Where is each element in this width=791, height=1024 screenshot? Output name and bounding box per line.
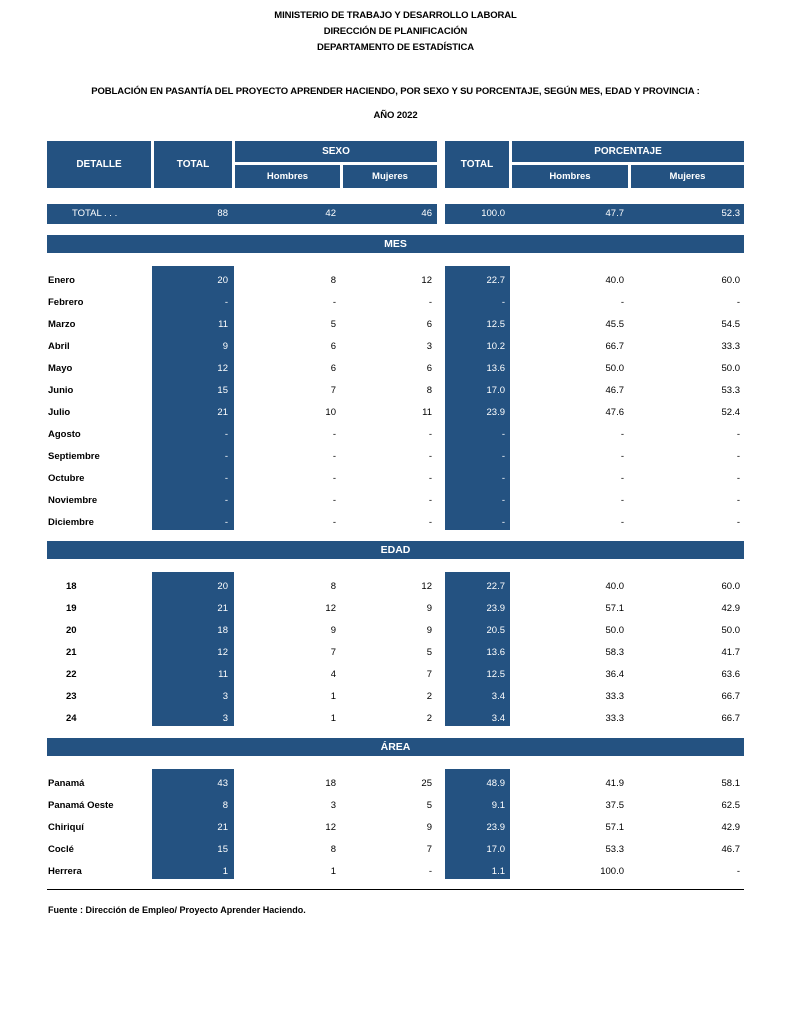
cell-total: 11: [218, 669, 228, 680]
row-label: Agosto: [48, 429, 81, 440]
cell-pct-mujeres: 41.7: [721, 647, 740, 658]
row-label: Coclé: [48, 844, 74, 855]
cell-mujeres: 3: [426, 341, 432, 352]
section-band-edad: EDAD: [47, 541, 744, 559]
cell-pct-hombres: 57.1: [605, 822, 624, 833]
cell-hombres: 7: [330, 385, 336, 396]
cell-total: 43: [217, 778, 228, 789]
cell-pct-total: 17.0: [486, 385, 505, 396]
table-row: [0, 708, 791, 730]
cell-pct-total: 3.4: [491, 691, 505, 702]
cell-hombres: -: [332, 451, 336, 462]
cell-hombres: 1: [330, 866, 336, 877]
cell-mujeres: 2: [426, 691, 432, 702]
cell-hombres: 4: [330, 669, 336, 680]
cell-hombres: 9: [330, 625, 336, 636]
cell-pct-hombres: 46.7: [605, 385, 624, 396]
cell-hombres: 3: [330, 800, 336, 811]
grand-total-mujeres: 46: [421, 208, 432, 219]
cell-total: 15: [217, 844, 228, 855]
cell-pct-total: 22.7: [486, 581, 505, 592]
col-header-detalle: DETALLE: [47, 141, 151, 188]
cell-total: 12: [217, 363, 228, 374]
cell-pct-mujeres: -: [736, 866, 740, 877]
table-row: [0, 446, 791, 468]
cell-pct-hombres: 37.5: [605, 800, 624, 811]
table-row: [0, 620, 791, 642]
cell-total: -: [224, 429, 228, 440]
cell-hombres: 6: [330, 363, 336, 374]
cell-pct-total: 10.2: [486, 341, 505, 352]
cell-hombres: 8: [330, 844, 336, 855]
row-label: Panamá: [48, 778, 85, 789]
table-bottom-rule: [47, 889, 744, 890]
col-header-mujeres: Mujeres: [343, 165, 437, 188]
section-band-mes: MES: [47, 235, 744, 253]
cell-pct-total: -: [501, 297, 505, 308]
row-label: 19: [66, 603, 77, 614]
cell-pct-hombres: 50.0: [605, 625, 624, 636]
table-row: [0, 642, 791, 664]
col-header-porcentaje: PORCENTAJE: [512, 141, 744, 162]
cell-pct-total: 1.1: [491, 866, 505, 877]
cell-mujeres: -: [428, 451, 432, 462]
cell-mujeres: 9: [426, 603, 432, 614]
cell-mujeres: 6: [426, 319, 432, 330]
cell-pct-mujeres: 63.6: [721, 669, 740, 680]
cell-hombres: -: [332, 495, 336, 506]
table-row: [0, 576, 791, 598]
cell-mujeres: -: [428, 517, 432, 528]
source-footnote: Fuente : Dirección de Empleo/ Proyecto Aprender Haciendo.: [48, 905, 306, 915]
cell-hombres: 5: [330, 319, 336, 330]
row-label: 21: [66, 647, 77, 658]
row-label: 20: [66, 625, 77, 636]
cell-pct-total: -: [501, 495, 505, 506]
cell-pct-mujeres: 60.0: [721, 581, 740, 592]
row-label: Abril: [48, 341, 70, 352]
table-row: [0, 773, 791, 795]
cell-mujeres: 7: [426, 669, 432, 680]
cell-mujeres: 9: [426, 625, 432, 636]
cell-pct-total: 23.9: [486, 822, 505, 833]
cell-hombres: 1: [330, 691, 336, 702]
cell-mujeres: 25: [421, 778, 432, 789]
cell-pct-mujeres: 60.0: [721, 275, 740, 286]
cell-pct-hombres: 33.3: [605, 713, 624, 724]
table-row: [0, 270, 791, 292]
cell-mujeres: 5: [426, 647, 432, 658]
cell-pct-hombres: 33.3: [605, 691, 624, 702]
col-header-hombres-pct: Hombres: [512, 165, 628, 188]
grand-total-total: 88: [217, 208, 228, 219]
table-row: [0, 686, 791, 708]
cell-total: 9: [222, 341, 228, 352]
cell-hombres: 6: [330, 341, 336, 352]
cell-total: -: [224, 297, 228, 308]
cell-pct-hombres: 41.9: [605, 778, 624, 789]
cell-mujeres: 6: [426, 363, 432, 374]
cell-mujeres: 12: [421, 275, 432, 286]
col-header-hombres: Hombres: [235, 165, 340, 188]
table-row: [0, 402, 791, 424]
directorate-title: DIRECCIÓN DE PLANIFICACIÓN: [323, 26, 468, 37]
cell-total: -: [224, 495, 228, 506]
cell-hombres: 8: [330, 581, 336, 592]
cell-hombres: 12: [325, 603, 336, 614]
cell-mujeres: 7: [426, 844, 432, 855]
row-label: Octubre: [48, 473, 85, 484]
table-title: POBLACIÓN EN PASANTÍA DEL PROYECTO APRENDER HACIENDO, POR SEXO Y SU PORCENTAJE, SEGÚN MES, EDAD Y PROVINCIA :: [91, 86, 700, 97]
cell-pct-mujeres: 66.7: [721, 691, 740, 702]
cell-mujeres: 2: [426, 713, 432, 724]
cell-total: 21: [217, 822, 228, 833]
cell-pct-total: 23.9: [486, 407, 505, 418]
table-row: [0, 490, 791, 512]
cell-total: 3: [222, 691, 228, 702]
table-row: [0, 468, 791, 490]
cell-pct-hombres: 57.1: [605, 603, 624, 614]
cell-pct-mujeres: 46.7: [721, 844, 740, 855]
cell-pct-total: 3.4: [491, 713, 505, 724]
cell-pct-hombres: -: [620, 517, 624, 528]
cell-pct-hombres: -: [620, 495, 624, 506]
cell-pct-mujeres: 42.9: [721, 822, 740, 833]
table-row: [0, 358, 791, 380]
table-row: [0, 512, 791, 534]
table-row: [0, 314, 791, 336]
cell-pct-hombres: 50.0: [605, 363, 624, 374]
cell-pct-mujeres: -: [736, 517, 740, 528]
table-row: [0, 292, 791, 314]
cell-mujeres: -: [428, 473, 432, 484]
table-row: [0, 424, 791, 446]
cell-total: -: [224, 473, 228, 484]
cell-pct-mujeres: -: [736, 473, 740, 484]
row-label: Junio: [48, 385, 74, 396]
row-label: Enero: [48, 275, 75, 286]
cell-mujeres: -: [428, 495, 432, 506]
cell-pct-total: 20.5: [486, 625, 505, 636]
ministry-title: MINISTERIO DE TRABAJO Y DESARROLLO LABORAL: [274, 10, 517, 21]
cell-pct-hombres: -: [620, 429, 624, 440]
row-label: 23: [66, 691, 77, 702]
cell-pct-total: -: [501, 473, 505, 484]
cell-total: 15: [217, 385, 228, 396]
cell-hombres: 7: [330, 647, 336, 658]
cell-pct-hombres: 36.4: [605, 669, 624, 680]
cell-pct-mujeres: 42.9: [721, 603, 740, 614]
cell-mujeres: -: [428, 429, 432, 440]
col-header-total-pct: TOTAL: [445, 141, 509, 188]
cell-mujeres: 11: [422, 407, 432, 418]
cell-total: 11: [218, 319, 228, 330]
cell-hombres: 1: [330, 713, 336, 724]
cell-pct-mujeres: 66.7: [721, 713, 740, 724]
cell-total: 1: [222, 866, 228, 877]
row-label: 24: [66, 713, 77, 724]
row-label: Herrera: [48, 866, 82, 877]
cell-pct-mujeres: 50.0: [721, 363, 740, 374]
cell-mujeres: 8: [426, 385, 432, 396]
row-label: Septiembre: [48, 451, 100, 462]
cell-total: 8: [222, 800, 228, 811]
col-header-mujeres-pct: Mujeres: [631, 165, 744, 188]
table-row: [0, 817, 791, 839]
table-row: [0, 598, 791, 620]
cell-pct-total: 9.1: [491, 800, 505, 811]
table-year: AÑO 2022: [373, 110, 418, 121]
row-label: Chiriquí: [48, 822, 84, 833]
cell-hombres: 12: [325, 822, 336, 833]
cell-pct-hombres: 100.0: [600, 866, 624, 877]
col-header-total: TOTAL: [154, 141, 232, 188]
department-title: DEPARTAMENTO DE ESTADÍSTICA: [316, 42, 475, 53]
cell-pct-hombres: 40.0: [605, 581, 624, 592]
table-row: [0, 795, 791, 817]
row-label: Panamá Oeste: [48, 800, 114, 811]
cell-pct-mujeres: -: [736, 429, 740, 440]
cell-hombres: -: [332, 429, 336, 440]
cell-total: 21: [217, 603, 228, 614]
cell-total: 20: [217, 275, 228, 286]
cell-mujeres: 5: [426, 800, 432, 811]
cell-total: 12: [217, 647, 228, 658]
cell-pct-total: 13.6: [486, 647, 505, 658]
table-row: [0, 380, 791, 402]
cell-pct-mujeres: 58.1: [721, 778, 740, 789]
cell-hombres: 18: [325, 778, 336, 789]
cell-pct-hombres: -: [620, 297, 624, 308]
cell-hombres: -: [332, 517, 336, 528]
cell-pct-total: 12.5: [486, 319, 505, 330]
cell-pct-mujeres: -: [736, 495, 740, 506]
cell-pct-mujeres: 52.4: [721, 407, 740, 418]
cell-pct-total: -: [501, 517, 505, 528]
row-label: Marzo: [48, 319, 76, 330]
grand-total-hombres: 42: [325, 208, 336, 219]
cell-total: -: [224, 451, 228, 462]
cell-hombres: 10: [325, 407, 336, 418]
cell-mujeres: 9: [426, 822, 432, 833]
row-label: 22: [66, 669, 77, 680]
cell-pct-mujeres: -: [736, 297, 740, 308]
cell-mujeres: 12: [421, 581, 432, 592]
row-label: 18: [66, 581, 77, 592]
cell-total: 20: [217, 581, 228, 592]
cell-total: -: [224, 517, 228, 528]
table-row: [0, 664, 791, 686]
cell-pct-total: 12.5: [486, 669, 505, 680]
cell-pct-total: 48.9: [486, 778, 505, 789]
cell-pct-mujeres: 54.5: [721, 319, 740, 330]
cell-hombres: -: [332, 297, 336, 308]
cell-pct-hombres: 58.3: [605, 647, 624, 658]
cell-pct-total: -: [501, 451, 505, 462]
section-band-area: ÁREA: [47, 738, 744, 756]
cell-pct-hombres: -: [620, 451, 624, 462]
grand-total-label: TOTAL . . .: [72, 208, 118, 219]
cell-mujeres: -: [428, 297, 432, 308]
cell-pct-mujeres: 53.3: [721, 385, 740, 396]
cell-hombres: -: [332, 473, 336, 484]
table-row: [0, 861, 791, 883]
cell-pct-mujeres: -: [736, 451, 740, 462]
row-label: Julio: [48, 407, 71, 418]
cell-total: 18: [217, 625, 228, 636]
cell-pct-hombres: 40.0: [605, 275, 624, 286]
row-label: Mayo: [48, 363, 73, 374]
cell-pct-total: -: [501, 429, 505, 440]
table-row: [0, 839, 791, 861]
table-row: [0, 336, 791, 358]
cell-pct-mujeres: 50.0: [721, 625, 740, 636]
cell-pct-hombres: 53.3: [605, 844, 624, 855]
cell-pct-total: 17.0: [486, 844, 505, 855]
cell-pct-hombres: 45.5: [605, 319, 624, 330]
cell-pct-total: 23.9: [486, 603, 505, 614]
cell-hombres: 8: [330, 275, 336, 286]
cell-pct-hombres: 47.6: [605, 407, 624, 418]
row-label: Noviembre: [48, 495, 98, 506]
cell-pct-mujeres: 62.5: [721, 800, 740, 811]
row-label: Febrero: [48, 297, 84, 308]
cell-total: 21: [217, 407, 228, 418]
cell-pct-total: 13.6: [486, 363, 505, 374]
cell-pct-mujeres: 33.3: [721, 341, 740, 352]
cell-pct-total: 22.7: [486, 275, 505, 286]
row-label: Diciembre: [48, 517, 94, 528]
col-header-sexo: SEXO: [235, 141, 437, 162]
grand-total-pct-total: 100.0: [481, 208, 505, 219]
cell-mujeres: -: [428, 866, 432, 877]
grand-total-row: [0, 203, 791, 225]
cell-pct-hombres: 66.7: [605, 341, 624, 352]
cell-total: 3: [222, 713, 228, 724]
cell-pct-hombres: -: [620, 473, 624, 484]
grand-total-pct-mujeres: 52.3: [721, 208, 740, 219]
grand-total-pct-hombres: 47.7: [605, 208, 624, 219]
